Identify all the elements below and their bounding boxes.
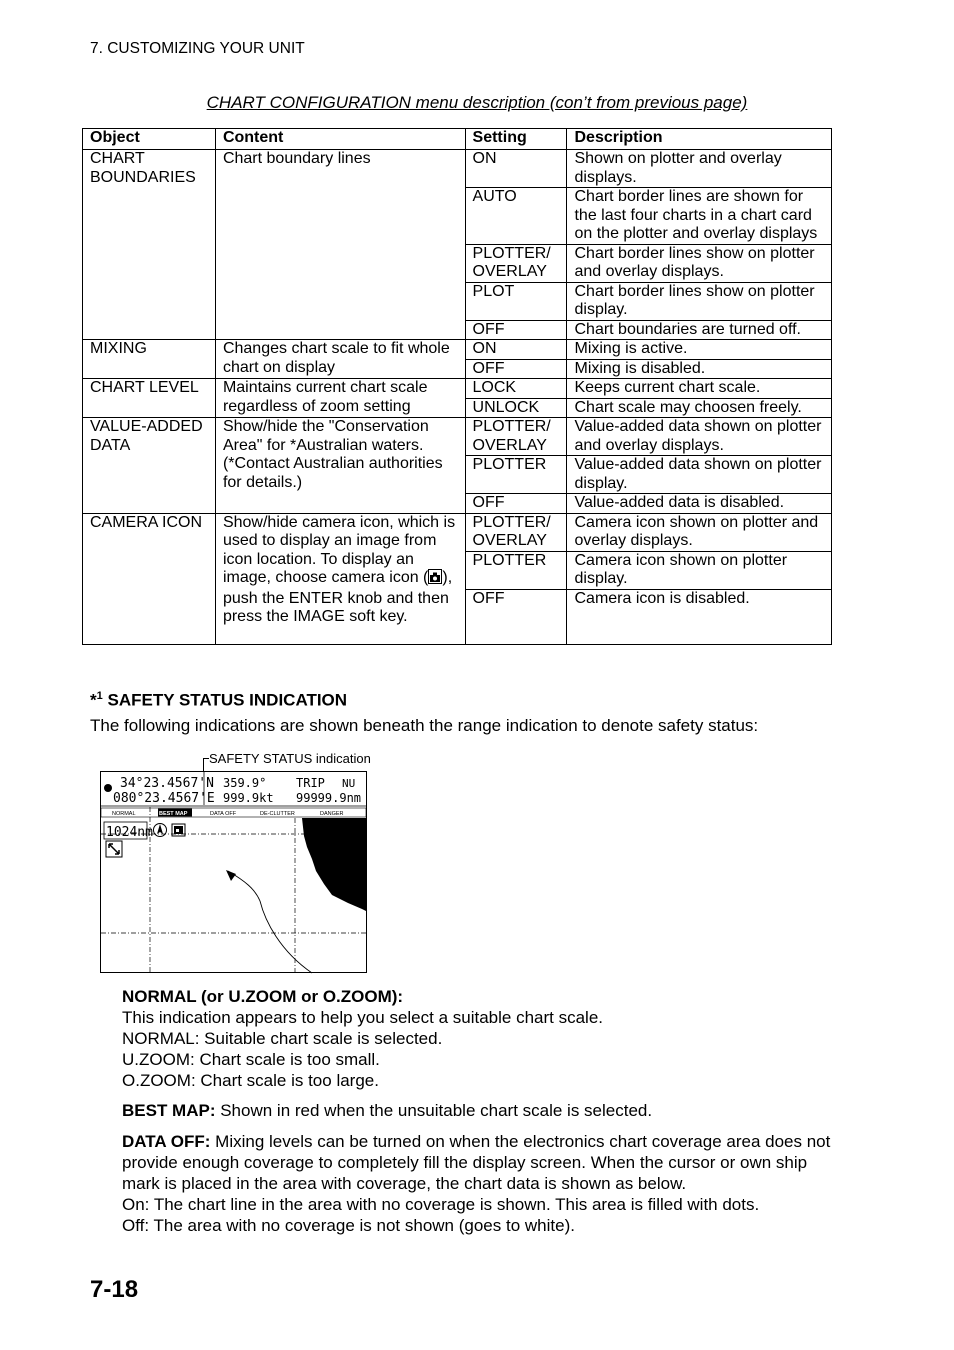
setting-cell: PLOTTER/ OVERLAY (465, 418, 567, 456)
course-readout: 359.9° (223, 776, 267, 790)
section-intro: The following indications are shown beneath the range indication to denote safety status: (90, 716, 759, 735)
speed-readout: 999.9kt (223, 791, 274, 805)
table-row (83, 513, 832, 551)
figure-callout-label: SAFETY STATUS indication (209, 751, 371, 766)
object-cell: MIXING (83, 340, 216, 379)
description-cell: Chart scale may choosen freely. (567, 398, 832, 418)
description-cell: Shown on plotter and overlay displays. (567, 150, 832, 188)
north-up-icon (154, 824, 167, 837)
description-cell: Chart border lines show on plotter and overlay displays. (567, 244, 832, 282)
section-title: *$^1$ SAFETY STATUS INDICATION (90, 690, 348, 710)
status-danger: DANGER (320, 811, 344, 817)
description-cell: Value-added data is disabled. (567, 494, 832, 514)
content-cell: Show/hide camera icon, which is used to display an image from icon location. To display an image, choose camera icon ( ), push the ENTER knob and then press the IMAGE soft key. (215, 513, 465, 644)
normal-title: NORMAL (or U.ZOOM or O.ZOOM): (122, 987, 404, 1006)
description-cell: Camera icon shown on plotter display. (567, 551, 832, 589)
setting-cell: OFF (465, 494, 567, 514)
object-cell: CAMERA ICON (83, 513, 216, 644)
data-off-line: On: The chart line in the area with no coverage is shown. This area is filled with dots. (122, 1195, 760, 1214)
setting-cell: UNLOCK (465, 398, 567, 418)
trip-value: 99999.9nm (296, 791, 362, 805)
object-cell: CHART BOUNDARIES (83, 150, 216, 340)
normal-line: This indication appears to help you select a suitable chart scale. (122, 1008, 603, 1027)
setting-cell: PLOT (465, 282, 567, 320)
setting-cell: PLOTTER/ OVERLAY (465, 513, 567, 551)
zoom-icon (106, 841, 122, 857)
normal-description (122, 986, 842, 1091)
col-header-object: Object (83, 129, 216, 150)
best-map-description: BEST MAP: Shown in red when the unsuitable chart scale is selected. (122, 1101, 653, 1120)
normal-line: O.ZOOM: Chart scale is too large. (122, 1071, 379, 1090)
setting-cell: ON (465, 150, 567, 188)
table-row (83, 150, 832, 188)
description-cell: Camera icon is disabled. (567, 589, 832, 644)
lon-readout: 080°23.4567'E (113, 791, 215, 806)
ship-dot-icon (104, 784, 112, 792)
object-cell: VALUE-ADDED DATA (83, 418, 216, 514)
setting-cell: PLOTTER (465, 456, 567, 494)
description-cell: Keeps current chart scale. (567, 379, 832, 399)
plotter-screen-figure (100, 771, 368, 974)
content-cell: Changes chart scale to fit whole chart on display (215, 340, 465, 379)
status-best-map: BEST MAP (159, 811, 188, 817)
table-caption: CHART CONFIGURATION menu description (con’t from previous page) (206, 93, 748, 112)
object-cell: CHART LEVEL (83, 379, 216, 418)
data-off-description: DATA OFF: Mixing levels can be turned on when the electronics chart coverage area does not provide enough coverage to completely fill the display screen. When the cursor or own ship mark is placed in the area with coverage, the chart data is shown as below. On: The chart line in the area with no coverage is shown. This area is filled with dots. Off: The area with no coverage is not shown (goes to white). (122, 1131, 842, 1236)
setting-cell: OFF (465, 320, 567, 340)
content-cell: Chart boundary lines (215, 150, 465, 340)
setting-cell: AUTO (465, 188, 567, 245)
setting-cell: LOCK (465, 379, 567, 399)
table-row (83, 379, 832, 399)
camera-icon (428, 569, 442, 590)
content-cell: Show/hide the "Conservation Area" for *Australian waters. (*Contact Australian authorities for details.) (215, 418, 465, 514)
data-off-line: Off: The area with no coverage is not shown (goes to white). (122, 1216, 575, 1235)
status-declutter: DE-CLUTTER (260, 811, 295, 817)
running-header: 7. CUSTOMIZING YOUR UNIT (90, 40, 305, 57)
status-normal: NORMAL (112, 811, 136, 817)
content-cell: Maintains current chart scale regardless of zoom setting (215, 379, 465, 418)
trip-unit: NU (342, 777, 356, 790)
table-row (83, 340, 832, 360)
table-header-row (83, 129, 832, 150)
description-cell: Value-added data shown on plotter display. (567, 456, 832, 494)
setting-cell: PLOTTER (465, 551, 567, 589)
description-cell: Mixing is disabled. (567, 359, 832, 379)
lat-readout: 34°23.4567'N (120, 776, 214, 791)
setting-cell: ON (465, 340, 567, 360)
col-header-description: Description (567, 129, 832, 150)
description-cell: Chart border lines are shown for the last four charts in a chart card on the plotter and overlay displays (567, 188, 832, 245)
status-data-off: DATA OFF (210, 811, 237, 817)
page-number: 7-18 (90, 1276, 139, 1303)
normal-line: NORMAL: Suitable chart scale is selected. (122, 1029, 443, 1048)
description-cell: Camera icon shown on plotter and overlay displays. (567, 513, 832, 551)
setting-cell: PLOTTER/ OVERLAY (465, 244, 567, 282)
table-row (83, 418, 832, 456)
setting-cell: OFF (465, 589, 567, 644)
chart-configuration-table (82, 128, 832, 645)
description-cell: Chart boundaries are turned off. (567, 320, 832, 340)
description-cell: Mixing is active. (567, 340, 832, 360)
description-cell: Value-added data shown on plotter and overlay displays. (567, 418, 832, 456)
col-header-setting: Setting (465, 129, 567, 150)
range-readout: 1024nm (106, 825, 153, 840)
setting-cell: OFF (465, 359, 567, 379)
normal-line: U.ZOOM: Chart scale is too small. (122, 1050, 380, 1069)
description-cell: Chart border lines show on plotter display. (567, 282, 832, 320)
col-header-content: Content (215, 129, 465, 150)
trip-label: TRIP (296, 776, 325, 790)
